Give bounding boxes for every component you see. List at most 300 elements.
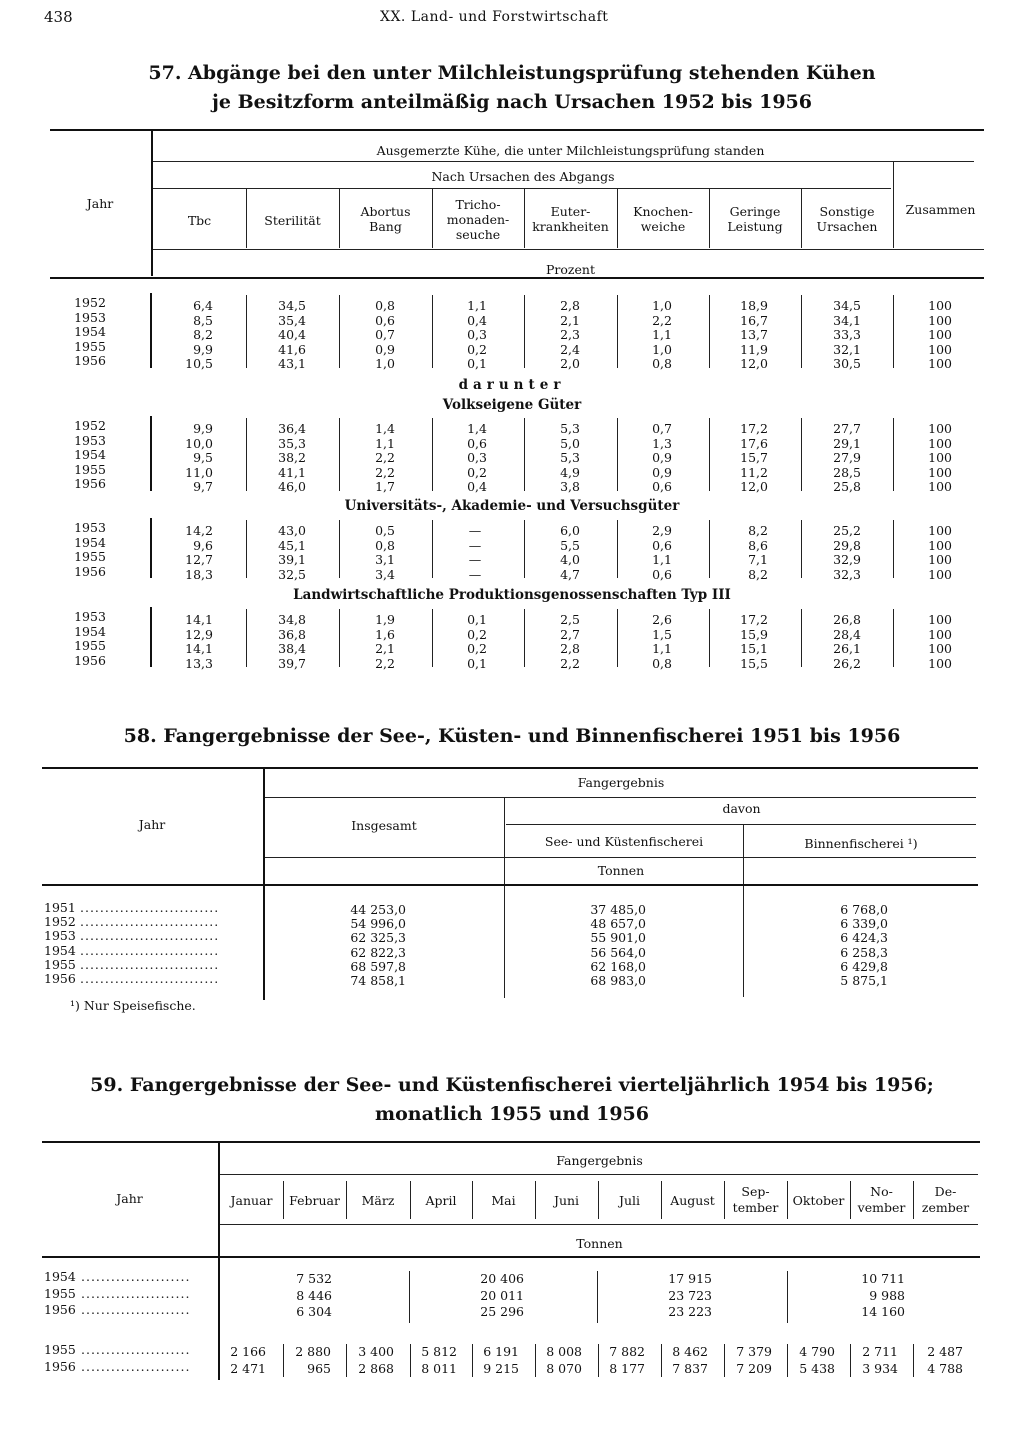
table-cell: 0,7 [375,327,395,343]
table-cell: 34,1 [833,312,861,328]
table-cell: 26,8 [833,612,861,627]
table-cell: 8,2 [748,566,768,582]
year-label: 1954 [74,623,106,639]
table-cell: 13,3 [185,655,213,671]
table-cell: 25 296 [480,1304,524,1319]
table-cell: 0,6 [652,479,672,495]
year-label: 1956 [74,476,106,492]
table-cell: 2,2 [375,655,395,671]
table-cell: 965 [307,1360,331,1376]
running-head: XX. Land- und Forstwirtschaft [380,9,609,25]
table-cell: 26,1 [833,641,861,657]
table-cell: 43,1 [278,356,306,372]
year-label: 1953 [74,520,106,535]
table-cell: 37 485,0 [590,902,646,917]
year-label: 1956 [74,353,106,369]
table-cell: 8,6 [748,537,768,553]
table-cell: 2,2 [560,655,580,671]
table-cell: 1,1 [652,641,672,657]
table-cell: 2 868 [358,1360,394,1376]
table-cell: 8,2 [748,523,768,538]
column-header [617,204,709,234]
leader-dots: ............................ [80,956,220,972]
month-header [724,1184,787,1216]
month-header [787,1193,850,1209]
table-cell: 35,3 [278,435,306,451]
table-58-davon-header: davon [722,801,761,816]
month-header-line: April [425,1193,457,1208]
table-cell: 6 424,3 [840,930,888,946]
table-cell: 9 988 [869,1287,905,1303]
table-cell: 2 166 [230,1344,266,1359]
month-header-line: zember [921,1200,970,1215]
month-header-line: Januar [230,1193,273,1208]
month-header-line: De- [934,1184,957,1199]
table-cell: 0,6 [467,435,487,451]
table-cell: 7 209 [736,1360,772,1376]
table-cell: 6 304 [296,1304,332,1319]
table-57-top-header: Ausgemerzte Kühe, die unter Milchleistungsprüfung standen [376,143,765,158]
rule [150,293,152,368]
table-cell: 15,1 [740,641,768,657]
year-label: 1955 [74,638,106,654]
leader-dots: ............................ [80,942,220,958]
table-58-see-header: See- und Küstenfischerei [544,834,704,849]
table-cell: 15,9 [740,626,768,642]
table-cell: 3 400 [358,1344,394,1359]
table-cell: 10,5 [185,356,213,372]
table-cell: 32,3 [833,566,861,582]
table-cell: 3,4 [375,566,395,582]
table-cell: 1,5 [652,626,672,642]
table-cell: 8 446 [296,1287,332,1303]
year-label: 1954 [74,534,106,550]
table-cell: 44 253,0 [350,902,406,917]
year-label: 1953 [74,309,106,325]
table-cell: 0,8 [375,537,395,553]
table-cell: 32,1 [833,341,861,357]
table-cell: 62 325,3 [350,930,406,946]
table-cell: 15,7 [740,450,768,466]
table-cell: 1,1 [652,327,672,343]
table-cell: 4,9 [560,464,580,480]
table-cell: 35,4 [278,312,306,328]
table-cell: 100 [928,298,952,313]
table-cell: 1,1 [467,298,487,313]
table-58-insgesamt-header: Insgesamt [351,818,417,833]
column-header-line: krankheiten [532,219,609,234]
table-cell: — [468,552,482,568]
table-cell: 11,2 [740,464,768,480]
leader-dots: ............................ [80,971,220,986]
table-cell: 100 [928,356,952,372]
month-header-line: Juni [553,1193,580,1208]
table-cell: 5 438 [799,1360,835,1376]
table-cell: 17,6 [740,435,768,451]
table-cell: 5,3 [560,450,580,466]
rule [150,607,152,667]
table-cell: 100 [928,341,952,357]
year-label: 1951 [44,900,76,915]
month-header [283,1193,346,1209]
column-header-line: Euter- [550,204,591,219]
table-57-nach-header: Nach Ursachen des Abgangs [431,169,615,184]
year-label: 1956 [44,1358,76,1374]
rule [409,1271,410,1323]
month-header [535,1193,598,1209]
year-label: 1953 [44,928,76,944]
column-header-line: Sonstige [819,204,875,219]
table-cell: 7 882 [609,1344,645,1359]
month-header [913,1184,978,1216]
month-header-line: Oktober [792,1193,845,1208]
table-59-title-line1: 59. Fangergebnisse der See- und Küstenfischerei vierteljährlich 1954 bis 1956; [90,1074,934,1096]
table-cell: 18,3 [185,566,213,582]
table-cell: 5 812 [421,1344,457,1359]
table-cell: 7,1 [748,552,768,568]
table-cell: 11,0 [185,464,213,480]
table-cell: 16,7 [740,312,768,328]
column-header-line: Abortus [360,204,411,219]
table-cell: 0,9 [652,450,672,466]
column-header-line: Geringe [729,204,781,219]
table-cell: 0,8 [652,356,672,372]
month-header-line: No- [870,1184,893,1199]
table-cell: 1,0 [652,341,672,357]
table-cell: 100 [928,655,952,671]
table-cell: 68 597,8 [350,958,406,974]
table-cell: 1,6 [375,626,395,642]
table-cell: 5,5 [560,537,580,553]
table-57-darunter: darunter [458,377,566,393]
table-cell: 5 875,1 [840,973,888,988]
table-cell: 0,7 [652,421,672,436]
column-header [709,204,801,234]
year-label: 1955 [44,1285,76,1301]
table-cell: — [468,566,482,582]
column-header-line: seuche [455,227,501,242]
table-cell: 30,5 [833,356,861,372]
table-cell: 39,1 [278,552,306,568]
month-header-line: Juli [618,1193,641,1208]
table-cell: 17,2 [740,421,768,436]
section-heading: Volkseigene Güter [442,397,582,413]
leader-dots: ............................ [80,928,220,944]
table-cell: — [468,523,482,538]
table-cell: 10,0 [185,435,213,451]
table-cell: 9,5 [193,450,213,466]
month-header-line: tember [732,1200,779,1215]
table-cell: 2,4 [560,341,580,357]
column-header-line: Knochen- [633,204,693,219]
table-cell: 4,7 [560,566,580,582]
table-cell: 0,4 [467,312,487,328]
table-cell: 0,3 [467,327,487,343]
table-cell: 15,5 [740,655,768,671]
table-cell: 27,7 [833,421,861,436]
table-cell: 2,2 [375,464,395,480]
table-cell: 56 564,0 [590,944,646,960]
table-cell: 0,4 [467,479,487,495]
table-cell: 2 487 [927,1344,963,1359]
year-label: 1952 [44,914,76,930]
leader-dots: ............................ [80,914,220,930]
table-cell: 2,3 [560,327,580,343]
table-cell: 6 429,8 [840,958,888,974]
table-cell: 6 768,0 [840,902,888,917]
leader-dots: ...................... [81,1285,191,1301]
table-cell: 36,8 [278,626,306,642]
table-cell: 5,0 [560,435,580,451]
column-header-line: Leistung [727,219,783,234]
table-cell: 26,2 [833,655,861,671]
table-cell: 0,5 [375,523,395,538]
table-cell: 4 788 [927,1360,963,1376]
table-cell: 2,8 [560,641,580,657]
table-cell: 8,5 [193,312,213,328]
column-header-line: Bang [369,219,402,234]
table-cell: 100 [928,523,952,538]
table-cell: 39,7 [278,655,306,671]
column-header-line: Tbc [187,213,212,228]
table-cell: 29,1 [833,435,861,451]
table-59-unit: Tonnen [576,1236,623,1251]
table-cell: 2,6 [652,612,672,627]
month-header [410,1193,472,1209]
table-cell: 2,0 [560,356,580,372]
table-cell: 46,0 [278,479,306,495]
rule [50,129,984,131]
month-header-line: vember [857,1200,906,1215]
year-label: 1956 [44,1302,76,1317]
table-cell: 55 901,0 [590,930,646,946]
rule [265,797,976,798]
table-cell: 1,3 [652,435,672,451]
table-cell: 28,4 [833,626,861,642]
table-cell: 6,4 [193,298,213,313]
month-header-line: Sep- [741,1184,770,1199]
rule [42,884,978,886]
month-header [598,1193,661,1209]
table-cell: 2,1 [560,312,580,328]
table-58-footnote: ¹) Nur Speisefische. [70,998,196,1013]
column-header-line: Sterilität [264,213,321,228]
table-cell: 0,8 [652,655,672,671]
table-cell: 14,1 [185,612,213,627]
table-cell: 14 160 [861,1304,905,1319]
table-cell: 27,9 [833,450,861,466]
table-cell: 12,0 [740,479,768,495]
table-cell: 0,2 [467,641,487,657]
rule [150,518,152,578]
table-cell: 0,1 [467,356,487,372]
table-cell: 1,1 [375,435,395,451]
table-cell: 9,9 [193,421,213,436]
table-cell: 8 011 [421,1360,457,1376]
year-label: 1955 [74,461,106,477]
table-58-binnen-header: Binnenfischerei ¹) [804,836,918,851]
rule [506,824,976,825]
year-label: 1954 [74,324,106,340]
table-cell: 12,7 [185,552,213,568]
table-cell: 8 008 [546,1344,582,1359]
table-cell: 100 [928,421,952,436]
table-cell: 0,1 [467,655,487,671]
leader-dots: ...................... [81,1342,191,1357]
rule [220,1224,978,1225]
month-header-line: Februar [289,1193,340,1208]
table-cell: 2,8 [560,298,580,313]
table-cell: 100 [928,450,952,466]
table-cell: 100 [928,566,952,582]
column-header [524,204,617,234]
table-cell: 100 [928,552,952,568]
year-label: 1953 [74,609,106,624]
column-header-line: Ursachen [816,219,878,234]
table-59-fang-header: Fangergebnis [556,1153,643,1168]
table-cell: 20 406 [480,1271,524,1286]
table-cell: 0,8 [375,298,395,313]
leader-dots: ...................... [81,1358,191,1374]
leader-dots: ............................ [80,900,220,915]
month-header [661,1193,724,1209]
table-cell: 0,2 [467,341,487,357]
table-cell: 8 177 [609,1360,645,1376]
column-header-line: weiche [640,219,686,234]
table-cell: 1,9 [375,612,395,627]
page-number: 438 [44,8,73,26]
table-cell: 3 934 [862,1360,898,1376]
rule [153,188,891,189]
rule [597,1271,598,1323]
column-header-line: Tricho- [455,197,501,212]
table-cell: 45,1 [278,537,306,553]
year-label: 1956 [74,563,106,579]
table-cell: 68 983,0 [590,973,646,988]
table-cell: 2,5 [560,612,580,627]
table-cell: 2 880 [295,1344,331,1359]
table-cell: 8,2 [193,327,213,343]
year-label: 1956 [44,971,76,986]
table-cell: 5,3 [560,421,580,436]
table-cell: 8 070 [546,1360,582,1376]
table-59-jahr-header: Jahr [116,1191,143,1206]
table-cell: 100 [928,537,952,553]
rule [42,1141,980,1143]
table-cell: 20 011 [480,1287,524,1303]
year-label: 1952 [74,418,106,433]
table-cell: 23 723 [668,1287,712,1303]
table-cell: 0,2 [467,464,487,480]
table-cell: 34,5 [833,298,861,313]
table-cell: 34,5 [278,298,306,313]
year-label: 1954 [74,447,106,463]
rule [50,277,984,279]
rule [42,1256,980,1258]
year-label: 1954 [44,942,76,958]
month-header [850,1184,913,1216]
rule [220,1174,978,1175]
table-cell: 62 822,3 [350,944,406,960]
rule [153,161,974,162]
year-label: 1952 [74,295,106,310]
year-label: 1955 [74,549,106,565]
rule [265,857,976,858]
year-label: 1955 [74,338,106,354]
rule [504,798,505,998]
table-cell: 43,0 [278,523,306,538]
table-cell: 3,8 [560,479,580,495]
table-cell: 100 [928,612,952,627]
table-58-unit: Tonnen [597,863,645,878]
table-cell: 7 379 [736,1344,772,1359]
table-cell: 100 [928,626,952,642]
table-58-fang-header: Fangergebnis [577,775,665,790]
table-cell: 100 [928,435,952,451]
table-58-title: 58. Fangergebnisse der See-, Küsten- und Binnenfischerei 1951 bis 1956 [123,725,901,747]
table-cell: 0,1 [467,612,487,627]
column-header [339,204,432,234]
table-cell: 6 191 [483,1344,519,1359]
table-cell: 32,9 [833,552,861,568]
month-header [220,1193,283,1209]
table-cell: 17,2 [740,612,768,627]
rule [42,767,978,769]
table-58-jahr-header: Jahr [138,817,166,832]
table-57-title-line2: je Besitzform anteilmäßig nach Ursachen 1952 bis 1956 [212,91,812,113]
table-cell: 32,5 [278,566,306,582]
year-label: 1956 [74,652,106,668]
table-cell: 74 858,1 [350,973,406,988]
table-cell: 2,7 [560,626,580,642]
month-header-line: Mai [491,1193,516,1208]
table-57-title-line1: 57. Abgänge bei den unter Milchleistungsprüfung stehenden Kühen [148,62,876,84]
table-cell: 10 711 [861,1271,905,1286]
table-cell: 38,4 [278,641,306,657]
table-cell: 9,6 [193,537,213,553]
table-cell: 0,3 [467,450,487,466]
table-cell: 7 837 [672,1360,708,1376]
rule [153,249,984,250]
table-cell: 0,9 [375,341,395,357]
table-cell: 23 223 [668,1304,712,1319]
year-label: 1953 [74,432,106,448]
table-cell: 100 [928,327,952,343]
table-cell: 29,8 [833,537,861,553]
month-header-line: August [670,1193,715,1208]
rule [432,520,433,578]
table-cell: 28,5 [833,464,861,480]
table-cell: 17 915 [668,1271,712,1286]
table-cell: 11,9 [740,341,768,357]
table-cell: 12,0 [740,356,768,372]
table-cell: 0,6 [375,312,395,328]
table-cell: 1,4 [375,421,395,436]
table-cell: 3,1 [375,552,395,568]
column-header [246,213,339,228]
table-cell: 0,9 [652,464,672,480]
table-cell: 54 996,0 [350,916,406,932]
table-cell: 4,0 [560,552,580,568]
table-59-title-line2: monatlich 1955 und 1956 [374,1103,649,1125]
table-cell: 7 532 [296,1271,332,1286]
table-cell: 1,4 [467,421,487,436]
year-label: 1955 [44,1342,76,1357]
table-cell: 2,1 [375,641,395,657]
column-header [153,213,246,228]
table-cell: 9 215 [483,1360,519,1376]
table-cell: 2,2 [375,450,395,466]
